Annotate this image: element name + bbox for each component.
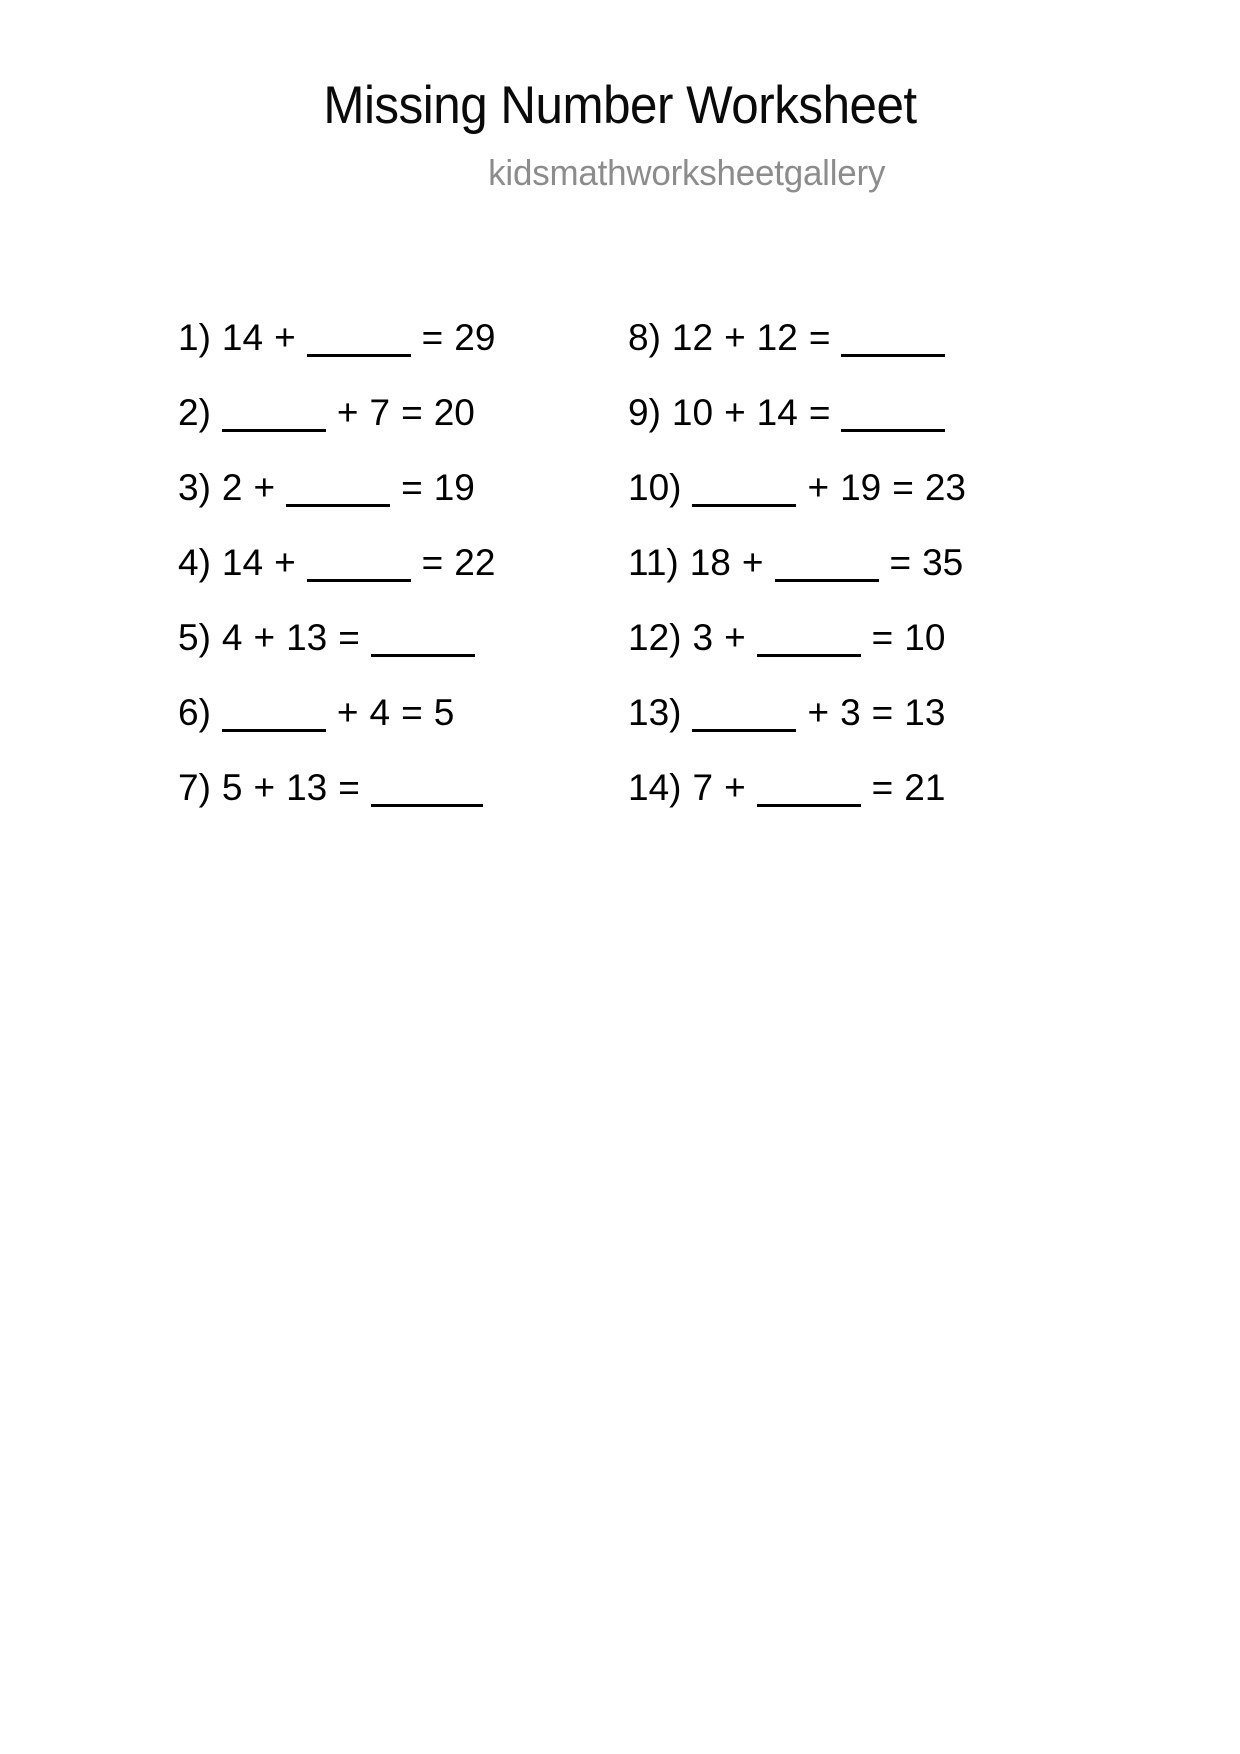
operator: + — [336, 692, 359, 733]
result-value: 5 — [433, 692, 455, 733]
operator: + — [724, 767, 746, 808]
operator: + — [741, 542, 764, 583]
equals-sign: = — [871, 617, 894, 658]
problem-number: 14) — [628, 767, 682, 808]
operand-b: 13 — [286, 767, 328, 808]
problem-number: 2) — [178, 392, 211, 433]
answer-blank[interactable] — [841, 324, 945, 357]
equals-sign: = — [421, 317, 444, 358]
answer-blank[interactable] — [222, 399, 326, 432]
problem-row — [178, 600, 628, 675]
operator: + — [253, 617, 276, 658]
operator: + — [274, 542, 296, 583]
operand-b: 4 — [369, 692, 391, 733]
operand-a: 12 — [671, 317, 714, 358]
equals-sign: = — [871, 692, 894, 733]
equals-sign: = — [808, 392, 831, 433]
operator: + — [724, 617, 746, 658]
problem-column-right — [628, 300, 1048, 825]
equals-sign: = — [892, 467, 914, 508]
equals-sign: = — [338, 767, 360, 808]
result-value: 21 — [904, 767, 946, 808]
operand-b: 7 — [369, 392, 391, 433]
operand-b: 3 — [840, 692, 861, 733]
operand-a: 4 — [221, 617, 243, 658]
operator: + — [274, 317, 296, 358]
result-value: 10 — [904, 617, 946, 658]
equals-sign: = — [401, 692, 423, 733]
problem-row — [628, 450, 1048, 525]
problem-row — [178, 750, 628, 825]
operand-a: 18 — [689, 542, 731, 583]
problem-number: 10) — [628, 467, 682, 508]
problem-number: 5) — [178, 617, 211, 658]
equals-sign: = — [889, 542, 912, 583]
problem-row — [178, 450, 628, 525]
operand-a: 7 — [692, 767, 714, 808]
site-attribution: kidsmathworksheetgallery — [487, 152, 886, 193]
answer-blank[interactable] — [307, 549, 411, 582]
problem-column-left — [178, 300, 628, 825]
operand-a: 5 — [221, 767, 243, 808]
answer-blank[interactable] — [371, 774, 483, 807]
result-value: 22 — [454, 542, 496, 583]
problem-row — [628, 375, 1048, 450]
problem-row — [178, 375, 628, 450]
problem-row — [178, 300, 628, 375]
problem-number: 9) — [628, 392, 661, 433]
equals-sign: = — [421, 542, 444, 583]
operand-a: 14 — [221, 542, 264, 583]
problem-number: 4) — [178, 542, 211, 583]
result-value: 20 — [433, 392, 475, 433]
answer-blank[interactable] — [757, 624, 861, 657]
problem-number: 6) — [178, 692, 211, 733]
equals-sign: = — [401, 467, 423, 508]
operand-b: 12 — [756, 317, 798, 358]
operator: + — [336, 392, 359, 433]
operand-a: 3 — [692, 617, 714, 658]
operator: + — [724, 317, 746, 358]
problem-row — [628, 300, 1048, 375]
problem-number: 11) — [628, 542, 679, 583]
answer-blank[interactable] — [692, 699, 796, 732]
problem-row — [628, 600, 1048, 675]
worksheet-header — [0, 78, 1240, 134]
operand-a: 14 — [221, 317, 264, 358]
answer-blank[interactable] — [775, 549, 879, 582]
problem-row — [178, 525, 628, 600]
problem-number: 8) — [628, 317, 661, 358]
problem-row — [628, 675, 1048, 750]
result-value: 13 — [904, 692, 946, 733]
operator: + — [807, 467, 830, 508]
result-value: 19 — [433, 467, 475, 508]
page-title: Missing Number Worksheet — [323, 76, 917, 135]
answer-blank[interactable] — [307, 324, 411, 357]
problem-area — [0, 300, 1240, 825]
problem-row — [178, 675, 628, 750]
equals-sign: = — [401, 392, 423, 433]
answer-blank[interactable] — [757, 774, 861, 807]
equals-sign: = — [871, 767, 894, 808]
problem-row — [628, 525, 1048, 600]
operand-b: 14 — [756, 392, 798, 433]
operand-b: 19 — [840, 467, 882, 508]
problem-number: 3) — [178, 467, 211, 508]
answer-blank[interactable] — [841, 399, 945, 432]
result-value: 35 — [922, 542, 964, 583]
result-value: 29 — [454, 317, 496, 358]
equals-sign: = — [338, 617, 360, 658]
answer-blank[interactable] — [692, 474, 796, 507]
problem-number: 1) — [178, 317, 211, 358]
answer-blank[interactable] — [371, 624, 475, 657]
equals-sign: = — [808, 317, 831, 358]
operand-a: 2 — [221, 467, 243, 508]
problem-number: 7) — [178, 767, 211, 808]
problem-number: 12) — [628, 617, 682, 658]
answer-blank[interactable] — [286, 474, 390, 507]
operand-a: 10 — [671, 392, 714, 433]
operator: + — [253, 767, 276, 808]
operator: + — [253, 467, 276, 508]
operator: + — [724, 392, 746, 433]
operand-b: 13 — [286, 617, 328, 658]
problem-number: 13) — [628, 692, 682, 733]
result-value: 23 — [924, 467, 967, 508]
answer-blank[interactable] — [222, 699, 326, 732]
problem-row — [628, 750, 1048, 825]
subtitle-row — [0, 152, 1240, 194]
operator: + — [807, 692, 830, 733]
